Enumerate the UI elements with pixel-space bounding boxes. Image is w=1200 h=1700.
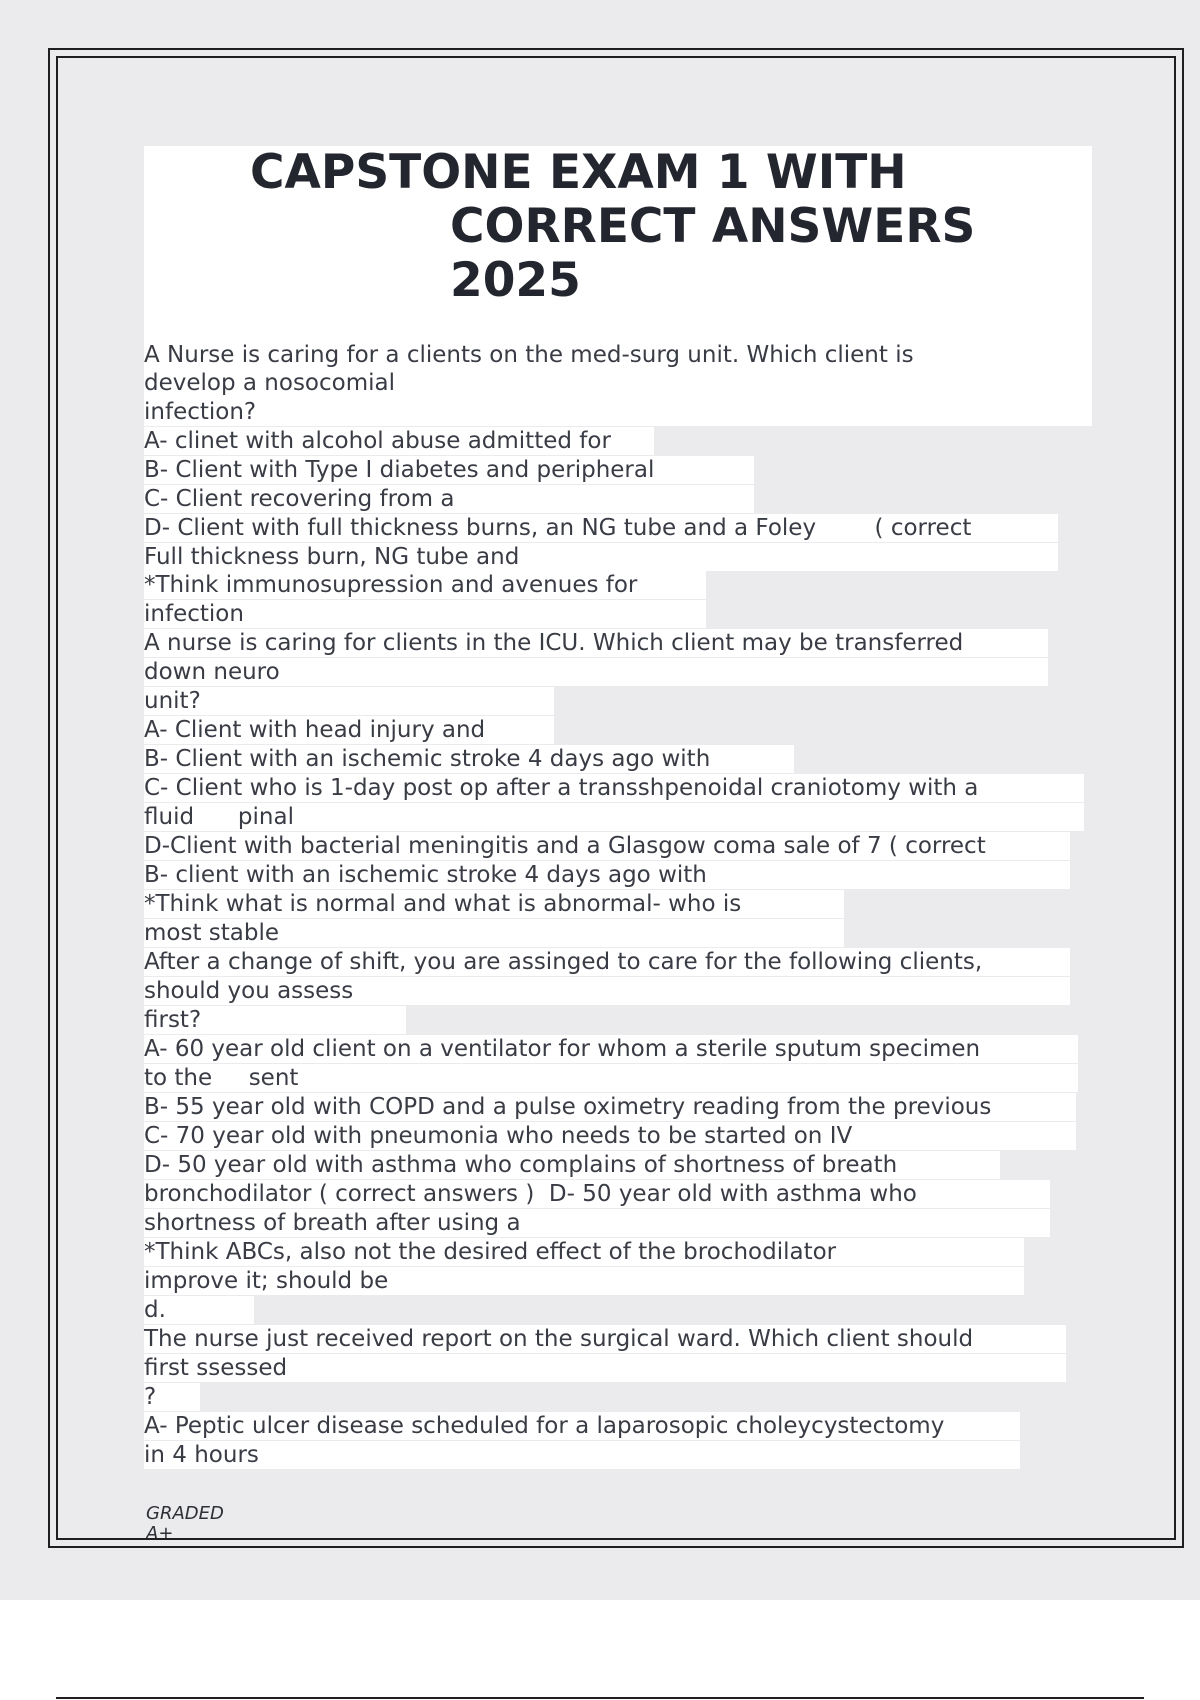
page-divider — [56, 1697, 1144, 1699]
text-line: C- Client who is 1-day post op after a transshpenoidal craniotomy with a — [144, 774, 1084, 802]
text-line: most stable — [144, 919, 844, 947]
grade-value: A+ — [146, 1524, 174, 1538]
title-line-2: CORRECT ANSWERS — [450, 199, 976, 254]
text-line: D- Client with full thickness burns, an NG tube and a Foley ( correct — [144, 514, 1058, 542]
text-line: first? — [144, 1006, 406, 1034]
text-line: D-Client with bacterial meningitis and a Glasgow coma sale of 7 ( correct — [144, 832, 1070, 860]
text-line: B- client with an ischemic stroke 4 days ago with — [144, 861, 1070, 889]
text-line: A nurse is caring for clients in the ICU. Which client may be transferred — [144, 629, 1048, 657]
text-line: B- 55 year old with COPD and a pulse oximetry reading from the previous — [144, 1093, 1076, 1121]
text-line: The nurse just received report on the surgical ward. Which client should — [144, 1325, 1066, 1353]
text-line: down neuro — [144, 658, 1048, 686]
text-line: *Think immunosupression and avenues for — [144, 571, 706, 599]
text-line: improve it; should be — [144, 1267, 1024, 1295]
text-line: Full thickness burn, NG tube and — [144, 543, 1058, 571]
text-line: infection? — [144, 398, 1092, 426]
title-line-1: CAPSTONE EXAM 1 WITH — [250, 145, 907, 200]
text-line: first ssessed — [144, 1354, 1066, 1382]
text-line: should you assess — [144, 977, 1070, 1005]
text-line: *Think ABCs, also not the desired effect of the brochodilator — [144, 1238, 1024, 1266]
text-line: C- Client recovering from a — [144, 485, 754, 513]
text-line: B- Client with Type I diabetes and peripheral — [144, 456, 754, 484]
text-line: unit? — [144, 687, 554, 715]
text-line: fluid pinal — [144, 803, 1084, 831]
text-line: After a change of shift, you are assinged to care for the following clients, — [144, 948, 1070, 976]
text-line: C- 70 year old with pneumonia who needs to be started on IV — [144, 1122, 1076, 1150]
text-line: A- Peptic ulcer disease scheduled for a laparosopic choleycystectomy — [144, 1412, 1020, 1440]
text-line: to the sent — [144, 1064, 1078, 1092]
graded-label: GRADED — [146, 1503, 224, 1524]
text-line: d. — [144, 1296, 254, 1324]
text-line: A- Client with head injury and — [144, 716, 554, 744]
text-line: D- 50 year old with asthma who complains of shortness of breath — [144, 1151, 1000, 1179]
text-line: ? — [144, 1383, 200, 1411]
text-line: A- 60 year old client on a ventilator for whom a sterile sputum specimen — [144, 1035, 1078, 1063]
text-line: A Nurse is caring for a clients on the med-surg unit. Which client is — [144, 341, 1092, 369]
text-line: bronchodilator ( correct answers ) D- 50 year old with asthma who — [144, 1180, 1050, 1208]
text-line: A- clinet with alcohol abuse admitted for — [144, 427, 654, 455]
text-line: *Think what is normal and what is abnormal- who is — [144, 890, 844, 918]
text-line: B- Client with an ischemic stroke 4 days ago with — [144, 745, 794, 773]
title-line-3: 2025 — [450, 253, 581, 308]
text-line: shortness of breath after using a — [144, 1209, 1050, 1237]
text-line: develop a nosocomial — [144, 369, 1092, 397]
text-line: infection — [144, 600, 706, 628]
text-line: in 4 hours — [144, 1441, 1020, 1469]
